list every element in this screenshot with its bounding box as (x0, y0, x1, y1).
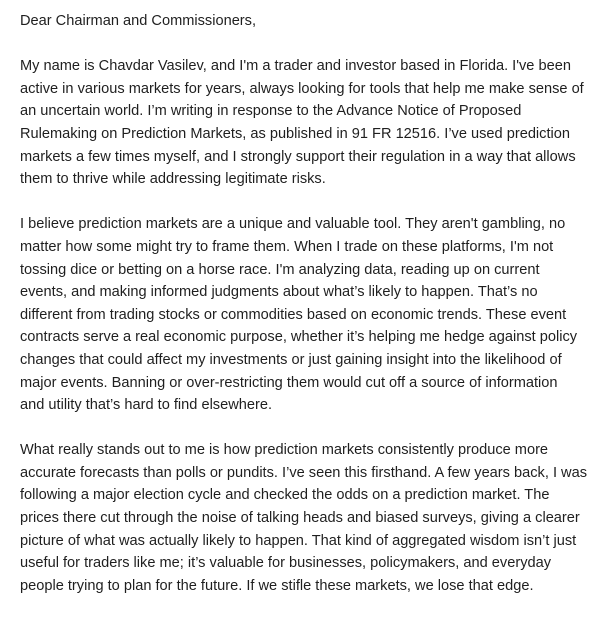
paragraph-line: tossing dice or betting on a horse race. I'm analyzing data, reading up on current (20, 261, 540, 278)
paragraph-line: accurate forecasts than polls or pundits. I’ve seen this firsthand. A few years back, I was (20, 464, 588, 481)
paragraph-line: I believe prediction markets are a unique and valuable tool. They aren't gambling, no (20, 216, 566, 233)
paragraph-3 (20, 439, 605, 597)
paragraph-1 (20, 55, 605, 191)
salutation: Dear Chairman and Commissioners, (20, 13, 257, 29)
paragraph-line: changes that could affect my investments or just gaining insight into the likelihood of (20, 351, 562, 368)
paragraph-2 (20, 213, 605, 416)
paragraph-line: following a major election cycle and checked the odds on a prediction market. The (20, 487, 550, 504)
paragraph-line: events, and making informed judgments about what’s likely to happen. That’s no (20, 284, 538, 301)
paragraph-line: contracts serve a real economic purpose, whether it’s helping me hedge against policy (20, 329, 578, 346)
paragraph-line: different from trading stocks or commodities based on economic trends. These event (20, 306, 567, 323)
paragraph-line: What really stands out to me is how prediction markets consistently produce more (20, 442, 549, 459)
paragraph-line: major events. Banning or over-restricting them would cut off a source of information (20, 374, 558, 391)
paragraph-line: My name is Chavdar Vasilev, and I'm a trader and investor based in Florida. I've been (20, 58, 571, 75)
paragraph-line: people trying to plan for the future. If we stifle these markets, we lose that edge. (20, 577, 534, 594)
paragraph-line: markets a few times myself, and I strongly support their regulation in a way that allows (20, 148, 576, 165)
paragraph-line: and utility that’s hard to find elsewhere. (20, 397, 273, 414)
paragraph-line: an uncertain world. I’m writing in response to the Advance Notice of Proposed (20, 103, 522, 120)
paragraph-line: active in various markets for years, always looking for tools that help me make sense of (20, 80, 584, 97)
paragraph-line: picture of what was actually likely to happen. That kind of aggregated wisdom isn’t just (20, 532, 577, 549)
paragraph-line: them to thrive while addressing legitimate risks. (20, 171, 326, 188)
paragraph-line: Rulemaking on Prediction Markets, as published in 91 FR 12516. I’ve used prediction (20, 125, 571, 142)
paragraph-line: prices there cut through the noise of talking heads and biased surveys, giving a clearer (20, 510, 580, 527)
paragraph-line: useful for traders like me; it’s valuable for businesses, policymakers, and everyday (20, 555, 552, 572)
paragraph-line: matter how some might try to frame them. When I trade on these platforms, I'm not (20, 238, 554, 255)
